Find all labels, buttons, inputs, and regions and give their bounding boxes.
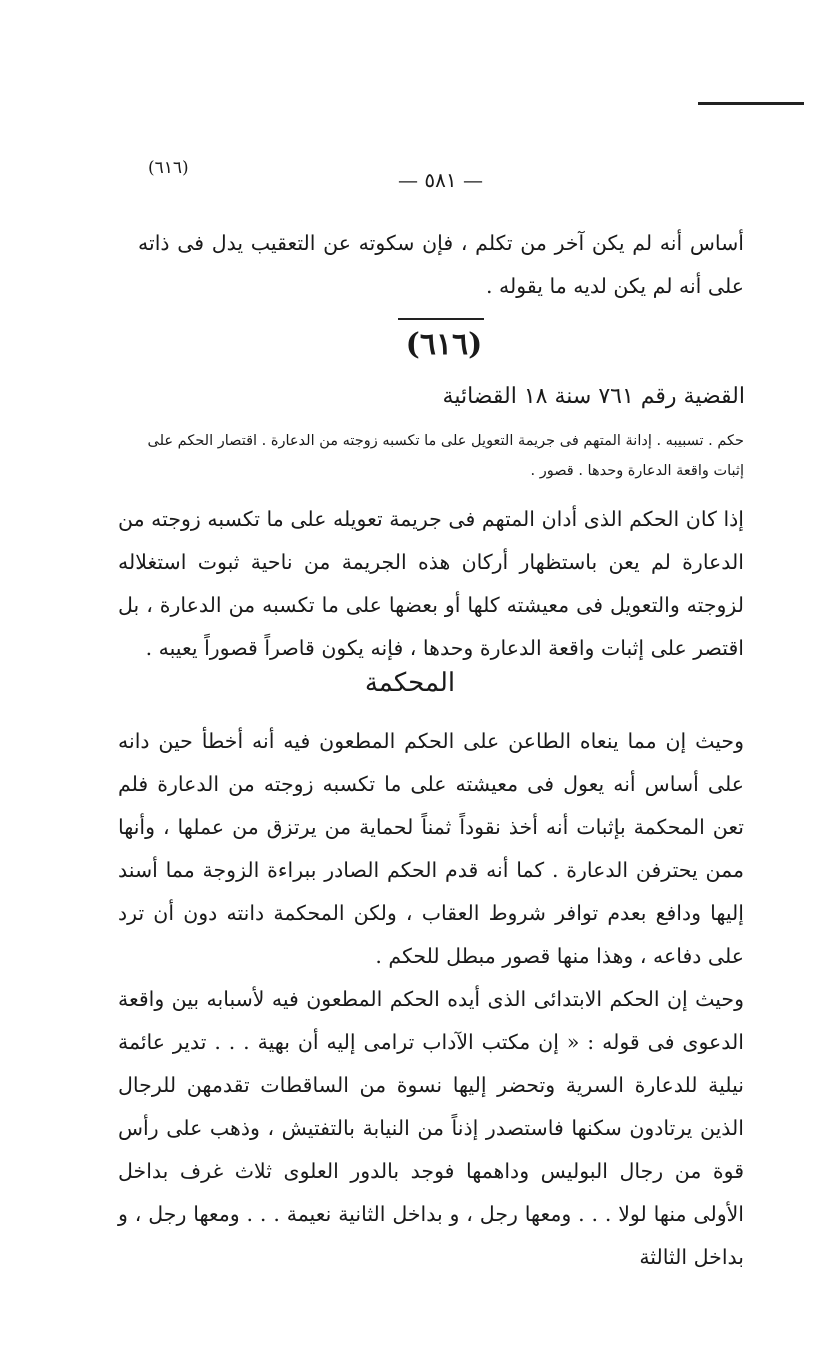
legal-principle: إذا كان الحكم الذى أدان المتهم فى جريمة تعويله على ما تكسبه زوجته من الدعارة لم يعن باستظهار أركان هذه الجريمة من ناحية ثبوت استغلاله لزوجته والتعويل فى معيشته كلها أو بعضها على ما تكسبه من الدعارة ، بل اقتصر على إثبات واقعة الدعارة وحدها ، فإنه يكون قاصراً قصوراً يعيبه . <box>118 507 744 660</box>
case-number-heading: (٦١٦) <box>405 327 483 362</box>
running-case-number: (٦١٦) <box>148 158 189 178</box>
section-rule <box>398 318 484 320</box>
case-summary: حكم . تسبيبه . إدانة المتهم فى جريمة التعويل على ما تكسبه زوجته من الدعارة . اقتصار الحكم على إثبات واقعة الدعارة وحدها . قصور . <box>147 433 744 479</box>
court-heading: المحكمة <box>364 668 456 698</box>
intro-paragraph: أساس أنه لم يكن آخر من تكلم ، فإن سكوته عن التعقيب يدل فى ذاته على أنه لم يكن لديه ما يقوله . <box>138 231 744 298</box>
case-reference: القضية رقم ٧٦١ سنة ١٨ القضائية <box>442 384 745 409</box>
page-number: — ٥٨١ — <box>398 168 483 192</box>
court-paragraph-2: وحيث إن الحكم الابتدائى الذى أيده الحكم المطعون فيه لأسبابه بين واقعة الدعوى فى قوله : « إن مكتب الآداب ترامى إليه أن بهية . . . تدير عائمة نيلية للدعارة السرية وتحضر إليها نسوة من الساقطات تقدمهن للرجال الذين يرتادون سكنها فاستصدر إذناً من النيابة بالتفتيش ، وذهب على رأس قوة من رجال البوليس وداهمها فوجد بالدور العلوى ثلاث غرف بداخل الأولى منها لولا . . . ومعها رجل ، و بداخل الثانية نعيمة . . . ومعها رجل ، و بداخل الثالثة <box>118 987 744 1269</box>
court-paragraph-1: وحيث إن مما ينعاه الطاعن على الحكم المطعون فيه أنه أخطأ حين دانه على أساس أنه يعول فى معيشته على ما تكسبه زوجته من الدعارة فلم تعن المحكمة بإثبات أنه أخذ نقوداً ثمناً لحماية من يرتزق من عملها ، وأنها ممن يحترفن الدعارة . كما أنه قدم الحكم الصادر ببراءة الزوجة مما أسند إليها ودافع بعدم توافر شروط العقاب ، ولكن المحكمة دانته دون أن ترد على دفاعه ، وهذا منها قصور مبطل للحكم . <box>118 729 744 968</box>
top-right-rule <box>698 102 804 105</box>
